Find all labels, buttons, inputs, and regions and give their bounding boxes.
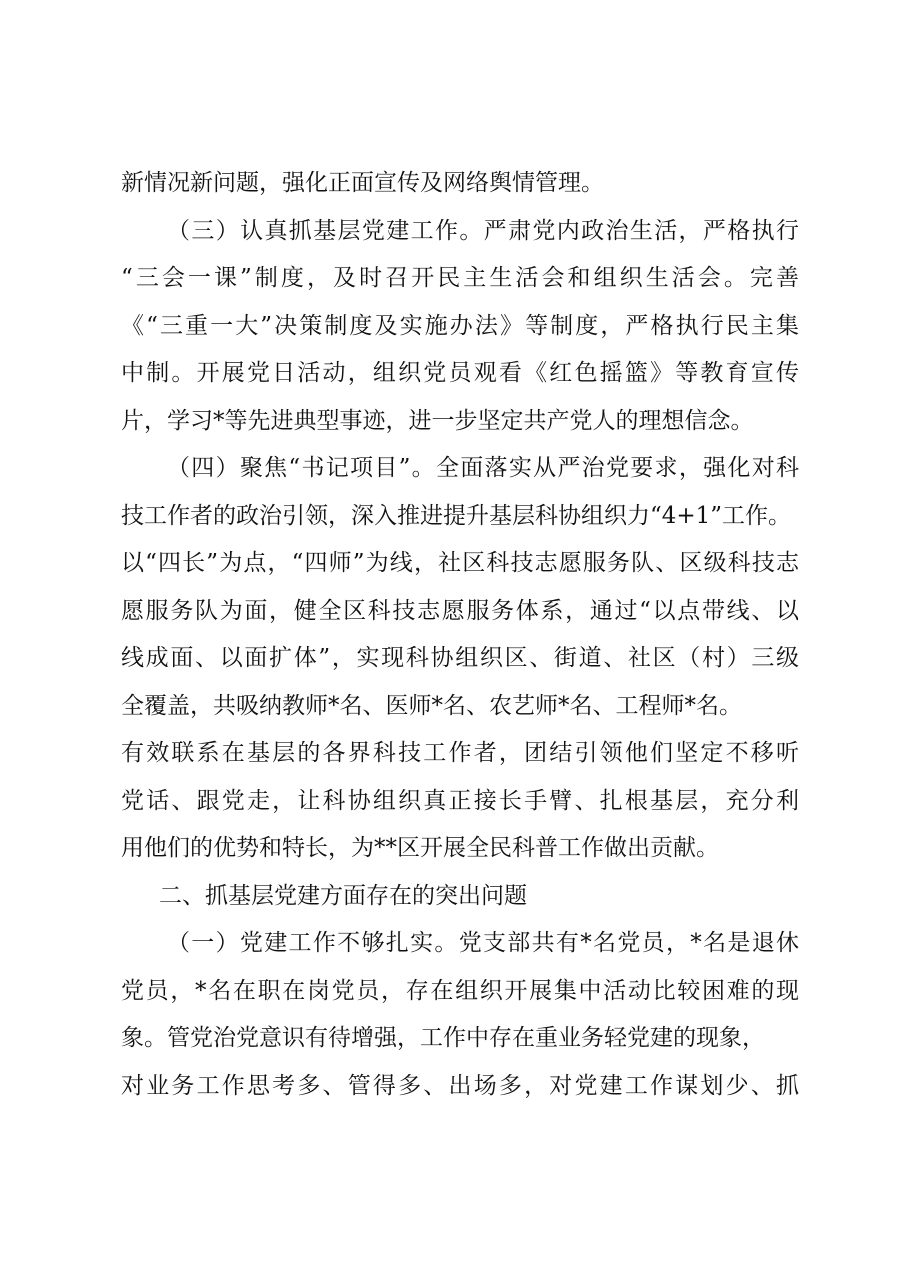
paragraph-line: （四）聚焦“书记项目”。全面落实从严治党要求，强化对科	[167, 455, 799, 481]
paragraph-line: “三会一课”制度，及时召开民主生活会和组织生活会。完善	[121, 265, 799, 291]
paragraph-line: 对业务工作思考多、管得多、出场多，对党建工作谋划少、抓	[121, 1072, 799, 1099]
paragraph-line: 技工作者的政治引领，深入推进提升基层科协组织力“4+1”工作。	[121, 502, 792, 529]
document-body	[121, 160, 799, 1110]
paragraph-line: 片，学习*等先进典型事迹，进一步坚定共产党人的理想信念。	[121, 407, 754, 434]
paragraph-line: （三）认真抓基层党建工作。严肃党内政治生活，严格执行	[167, 217, 799, 244]
paragraph-line: 全覆盖，共吸纳教师*名、医师*名、农艺师*名、工程师*名。	[121, 692, 742, 719]
paragraph-line: 党话、跟党走，让科协组织真正接长手臂、扎根基层，充分利	[121, 787, 799, 814]
paragraph-line: （一）党建工作不够扎实。党支部共有*名党员，*名是退休	[167, 930, 799, 956]
paragraph-line: 党员，*名在职在岗党员，存在组织开展集中活动比较困难的现	[121, 977, 799, 1004]
section-heading: 二、抓基层党建方面存在的突出问题	[159, 882, 527, 909]
paragraph-line: 线成面、以面扩体”，实现科协组织区、街道、社区（村）三级	[121, 645, 799, 671]
paragraph-line: 新情况新问题，强化正面宣传及网络舆情管理。	[121, 170, 604, 196]
paragraph-line: 愿服务队为面，健全区科技志愿服务体系，通过“以点带线、以	[121, 597, 799, 624]
paragraph-line: 《“三重一大”决策制度及实施办法》等制度，严格执行民主集	[121, 312, 799, 339]
paragraph-line: 以“四长”为点，“四师”为线，社区科技志愿服务队、区级科技志	[121, 550, 799, 576]
paragraph-line: 中制。开展党日活动，组织党员观看《红色摇篮》等教育宣传	[121, 360, 799, 386]
paragraph-line: 用他们的优势和特长，为**区开展全民科普工作做出贡献。	[121, 835, 719, 861]
paragraph-line: 有效联系在基层的各界科技工作者，团结引领他们坚定不移听	[121, 740, 799, 766]
paragraph-line: 象。管党治党意识有待增强，工作中存在重业务轻党建的现象，	[121, 1025, 765, 1051]
